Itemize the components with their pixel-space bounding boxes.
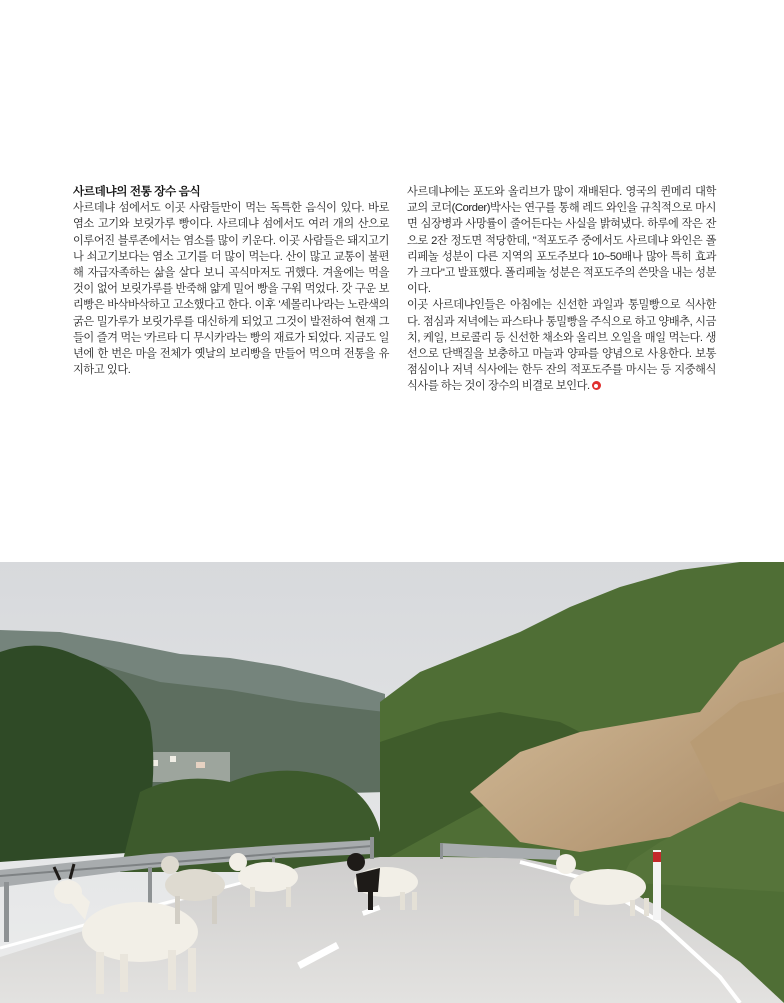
body-paragraph-text: 이곳 사르데냐인들은 아침에는 신선한 과일과 통밀빵으로 식사한다. 점심과 저녁에는 파스타나 통밀빵을 주식으로 하고 양배추, 시금치, 케일, 브로콜리 등 신선한 채소와 올리브 오일을 매일 먹는다. 생선으로 단백질을 보충하고 마늘과 양파를 양념으로 사용한다. 보통 점심이나 저녁 식사에는 한두 잔의 적포도주를 마시는 등 지중해식 식사를 하는 것이 장수의 비결로 보인다. — [407, 299, 716, 393]
body-paragraph: 사르데냐 섬에서도 이곳 사람들만이 먹는 독특한 음식이 있다. 바로 염소 고기와 보릿가루 빵이다. 사르데냐 섬에서도 여러 개의 산으로 이루어진 블루존에서는 염소를 많이 키운다. 이곳 사람들은 돼지고기나 쇠고기보다는 염소 고기를 더 많이 먹는다. 산이 많고 교통이 불편해 자급자족하는 삶을 살다 보니 곡식마저도 귀했다. 겨울에는 먹을 것이 없어 보릿가루를 반죽해 얇게 밀어 빵을 구워 먹었다. 갓 구운 보리빵은 바삭바삭하고 고소했다고 한다. 이후 '세몰리나'라는 노란색의 굵은 밀가루가 보릿가루를 대신하게 되었고 그것이 발전하여 현재 그들이 즐겨 먹는 '카르타 디 무시카'라는 빵의 재료가 되었다. 지금도 일 년에 한 번은 마을 전체가 옛날의 보리빵을 만들어 먹으며 전통을 유지하고 있다. — [73, 202, 389, 377]
article-end-icon — [592, 381, 601, 390]
body-paragraph — [407, 297, 716, 394]
article-right-column — [407, 184, 716, 395]
body-paragraph: 사르데냐에는 포도와 올리브가 많이 재배된다. 영국의 퀸메리 대학교의 코더(Corder)박사는 연구를 통해 레드 와인을 규칙적으로 마시면 심장병과 사망률이 줄어든다는 사실을 밝혀냈다. 하루에 작은 잔으로 2잔 정도면 적당한데, "적포도주 중에서도 사르데냐 와인은 폴리페놀 성분이 다른 지역의 포도주보다 10~50배나 많아 특히 효과가 크다"고 발표했다. 폴리페놀 성분은 적포도주의 쓴맛을 내는 성분이다. — [407, 186, 716, 296]
photo-goats-on-mountain-road — [0, 562, 784, 1003]
article-left-column — [73, 184, 389, 378]
section-heading: 사르데냐의 전통 장수 음식 — [73, 185, 201, 198]
